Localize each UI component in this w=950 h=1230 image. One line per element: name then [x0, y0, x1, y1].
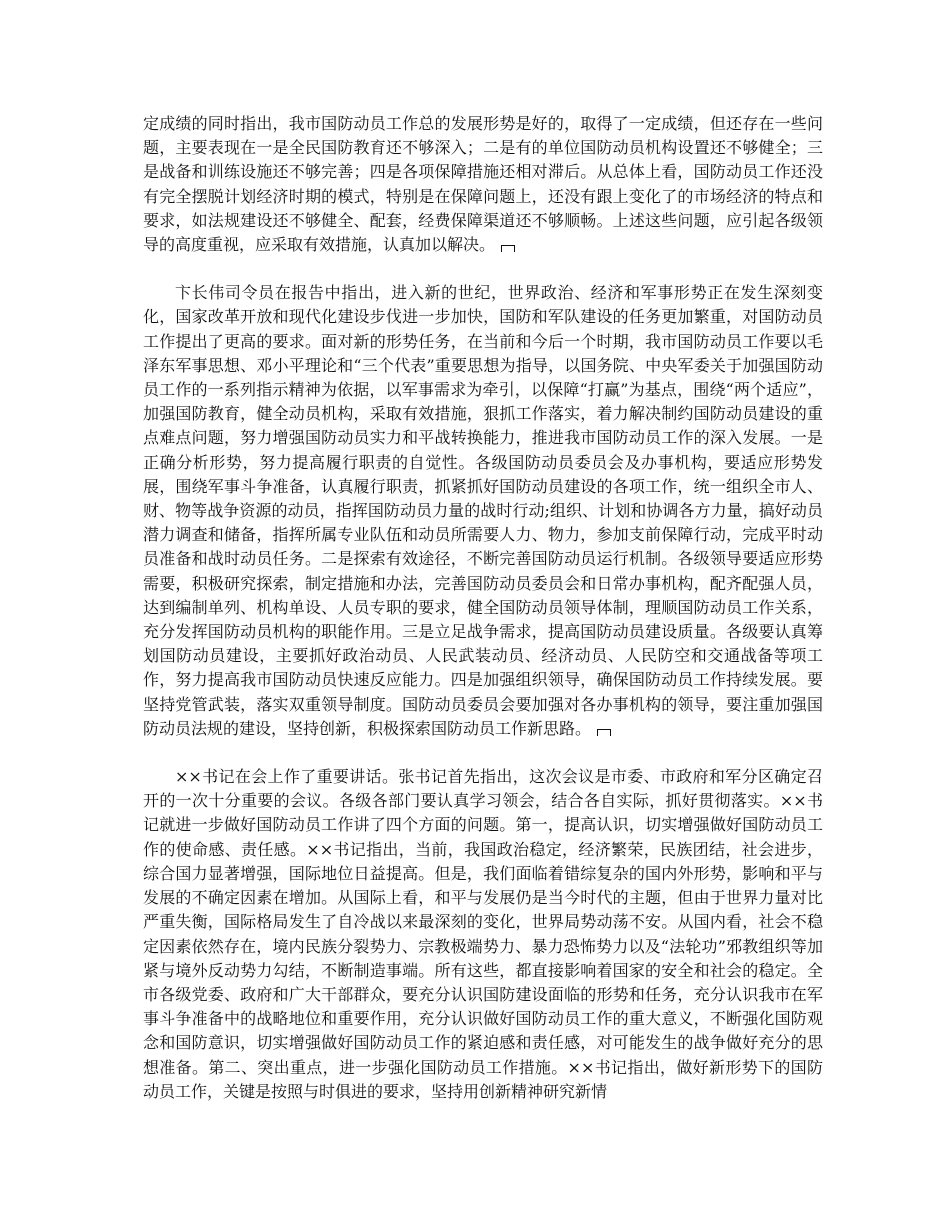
- paragraph-mark-icon: [501, 245, 515, 252]
- paragraph-2: [143, 281, 823, 741]
- paragraph-1-text: 定成绩的同时指出，我市国防动员工作总的发展形势是好的，取得了一定成绩，但还存在一些问题，主要表现在一是全民国防教育还不够深入；二是有的单位国防动员机构设置还不够健全；三是战备和训练设施还不够完善；四是各项保障措施还相对滞后。从总体上看，国防动员工作还没有完全摆脱计划经济时期的模式，特别是在保障问题上，还没有跟上变化了的市场经济的特点和要求，如法规建设还不够健全、配套，经费保障渠道还不够顺畅。上述这些问题，应引起各级领导的高度重视，应采取有效措施，认真加以解决。: [143, 114, 823, 255]
- paragraph-spacer: [143, 741, 823, 765]
- paragraph-2-text: 卞长伟司令员在报告中指出，进入新的世纪，世界政治、经济和军事形势正在发生深刻变化，国家改革开放和现代化建设步伐进一步加快，国防和军队建设的任务更加繁重，对国防动员工作提出了更高的要求。面对新的形势任务，在当前和今后一个时期，我市国防动员工作要以毛泽东军事思想、邓小平理论和“三个代表”重要思想为指导，以国务院、中央军委关于加强国防动员工作的一系列指示精神为依据，以军事需求为牵引，以保障“打赢”为基点，围绕“两个适应”，加强国防教育，健全动员机构，采取有效措施，狠抓工作落实，着力解决制约国防动员建设的重点难点问题，努力增强国防动员实力和平战转换能力，推进我市国防动员工作的深入发展。一是正确分析形势，努力提高履行职责的自觉性。各级国防动员委员会及办事机构，要适应形势发展，围绕军事斗争准备，认真履行职责，抓紧抓好国防动员建设的各项工作，统一组织全市人、财、物等战争资源的动员，指挥国防动员力量的战时行动;组织、计划和协调各方力量，搞好动员潜力调查和储备，指挥所属专业队伍和动员所需要人力、物力，参加支前保障行动，完成平时动员准备和战时动员任务。二是探索有效途径，不断完善国防动员运行机制。各级领导要适应形势需要，积极研究探索，制定措施和办法，完善国防动员委员会和日常办事机构，配齐配强人员，达到编制单列、机构单设、人员专职的要求，健全国防动员领导体制，理顺国防动员工作关系，充分发挥国防动员机构的职能作用。三是立足战争需求，提高国防动员建设质量。各级要认真筹划国防动员建设，主要抓好政治动员、人民武装动员、经济动员、人民防空和交通战备等项工作，努力提高我市国防动员快速反应能力。四是加强组织领导，确保国防动员工作持续发展。要坚持党管武装，落实双重领导制度。国防动员委员会要加强对各办事机构的领导，要注重加强国防动员法规的建设，坚持创新，积极探索国防动员工作新思路。: [143, 283, 823, 738]
- paragraph-spacer: [143, 257, 823, 281]
- document-page: [143, 112, 823, 1104]
- paragraph-1: [143, 112, 823, 257]
- paragraph-3: [143, 765, 823, 1104]
- paragraph-3-text: ××书记在会上作了重要讲话。张书记首先指出，这次会议是市委、市政府和军分区确定召开的一次十分重要的会议。各级各部门要认真学习领会，结合各自实际，抓好贯彻落实。××书记就进一步做好国防动员工作讲了四个方面的问题。第一，提高认识，切实增强做好国防动员工作的使命感、责任感。××书记指出，当前，我国政治稳定，经济繁荣，民族团结，社会进步，综合国力显著增强，国际地位日益提高。但是，我们面临着错综复杂的国内外形势，影响和平与发展的不确定因素在增加。从国际上看，和平与发展仍是当今时代的主题，但由于世界力量对比严重失衡，国际格局发生了自冷战以来最深刻的变化，世界局势动荡不安。从国内看，社会不稳定因素依然存在，境内民族分裂势力、宗教极端势力、暴力恐怖势力以及“法轮功”邪教组织等加紧与境外反动势力勾结，不断制造事端。所有这些，都直接影响着国家的安全和社会的稳定。全市各级党委、政府和广大干部群众，要充分认识国防建设面临的形势和任务，充分认识我市在军事斗争准备中的战略地位和重要作用，充分认识做好国防动员工作的重大意义，不断强化国防观念和国防意识，切实增强做好国防动员工作的紧迫感和责任感，对可能发生的战争做好充分的思想准备。第二、突出重点，进一步强化国防动员工作措施。××书记指出，做好新形势下的国防动员工作，关键是按照与时俱进的要求，坚持用创新精神研究新情: [143, 767, 823, 1101]
- paragraph-mark-icon: [597, 729, 611, 736]
